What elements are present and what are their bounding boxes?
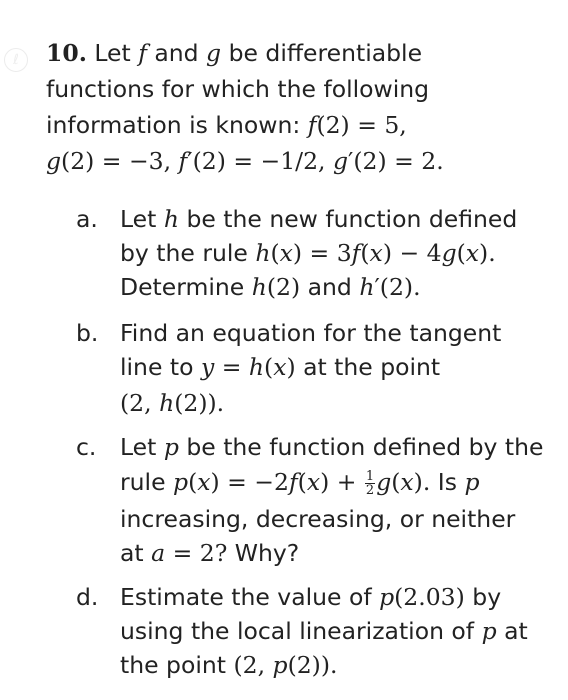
- part-a-line-2: by the rule h(x) = 3f(x) − 4g(x).: [120, 239, 496, 267]
- problem-number: 10.: [46, 39, 87, 67]
- part-b-letter: b.: [76, 319, 99, 347]
- part-c-letter: c.: [76, 433, 97, 461]
- part-b-line-3: (2, h(2)).: [120, 389, 225, 417]
- part-d-letter: d.: [76, 583, 99, 611]
- problem-line-1: 10. Let f and g be differentiable: [46, 39, 423, 67]
- one-half-fraction: $\frac{1}{2}$: [365, 469, 375, 498]
- part-d-line-2: using the local linearization of p at: [120, 617, 528, 645]
- part-a-letter: a.: [76, 205, 98, 233]
- part-d-line-3: the point (2, p(2)).: [120, 651, 338, 679]
- problem-line-4: g(2) = −3, f′(2) = −1/2, g′(2) = 2.: [46, 147, 444, 175]
- part-a-line-1: Let h be the new function defined: [120, 205, 518, 233]
- part-a-line-3: Determine h(2) and h′(2).: [120, 273, 421, 301]
- part-c-line-3: increasing, decreasing, or neither: [120, 505, 516, 533]
- problem-line-3: information is known: f(2) = 5,: [46, 111, 407, 139]
- part-d-line-1: Estimate the value of p(2.03) by: [120, 583, 502, 611]
- part-b-line-2: line to y = h(x) at the point: [120, 353, 441, 381]
- problem-line-2: functions for which the following: [46, 75, 430, 103]
- part-c-line-1: Let p be the function defined by the: [120, 433, 544, 461]
- faint-logo-icon: ℓ: [4, 48, 28, 72]
- part-c-line-4: at a = 2? Why?: [120, 539, 300, 567]
- part-b-line-1: Find an equation for the tangent: [120, 319, 502, 347]
- part-c-line-2: rule p(x) = −2f(x) + $\frac{1}{2}$ g(x). Is p: [120, 468, 480, 498]
